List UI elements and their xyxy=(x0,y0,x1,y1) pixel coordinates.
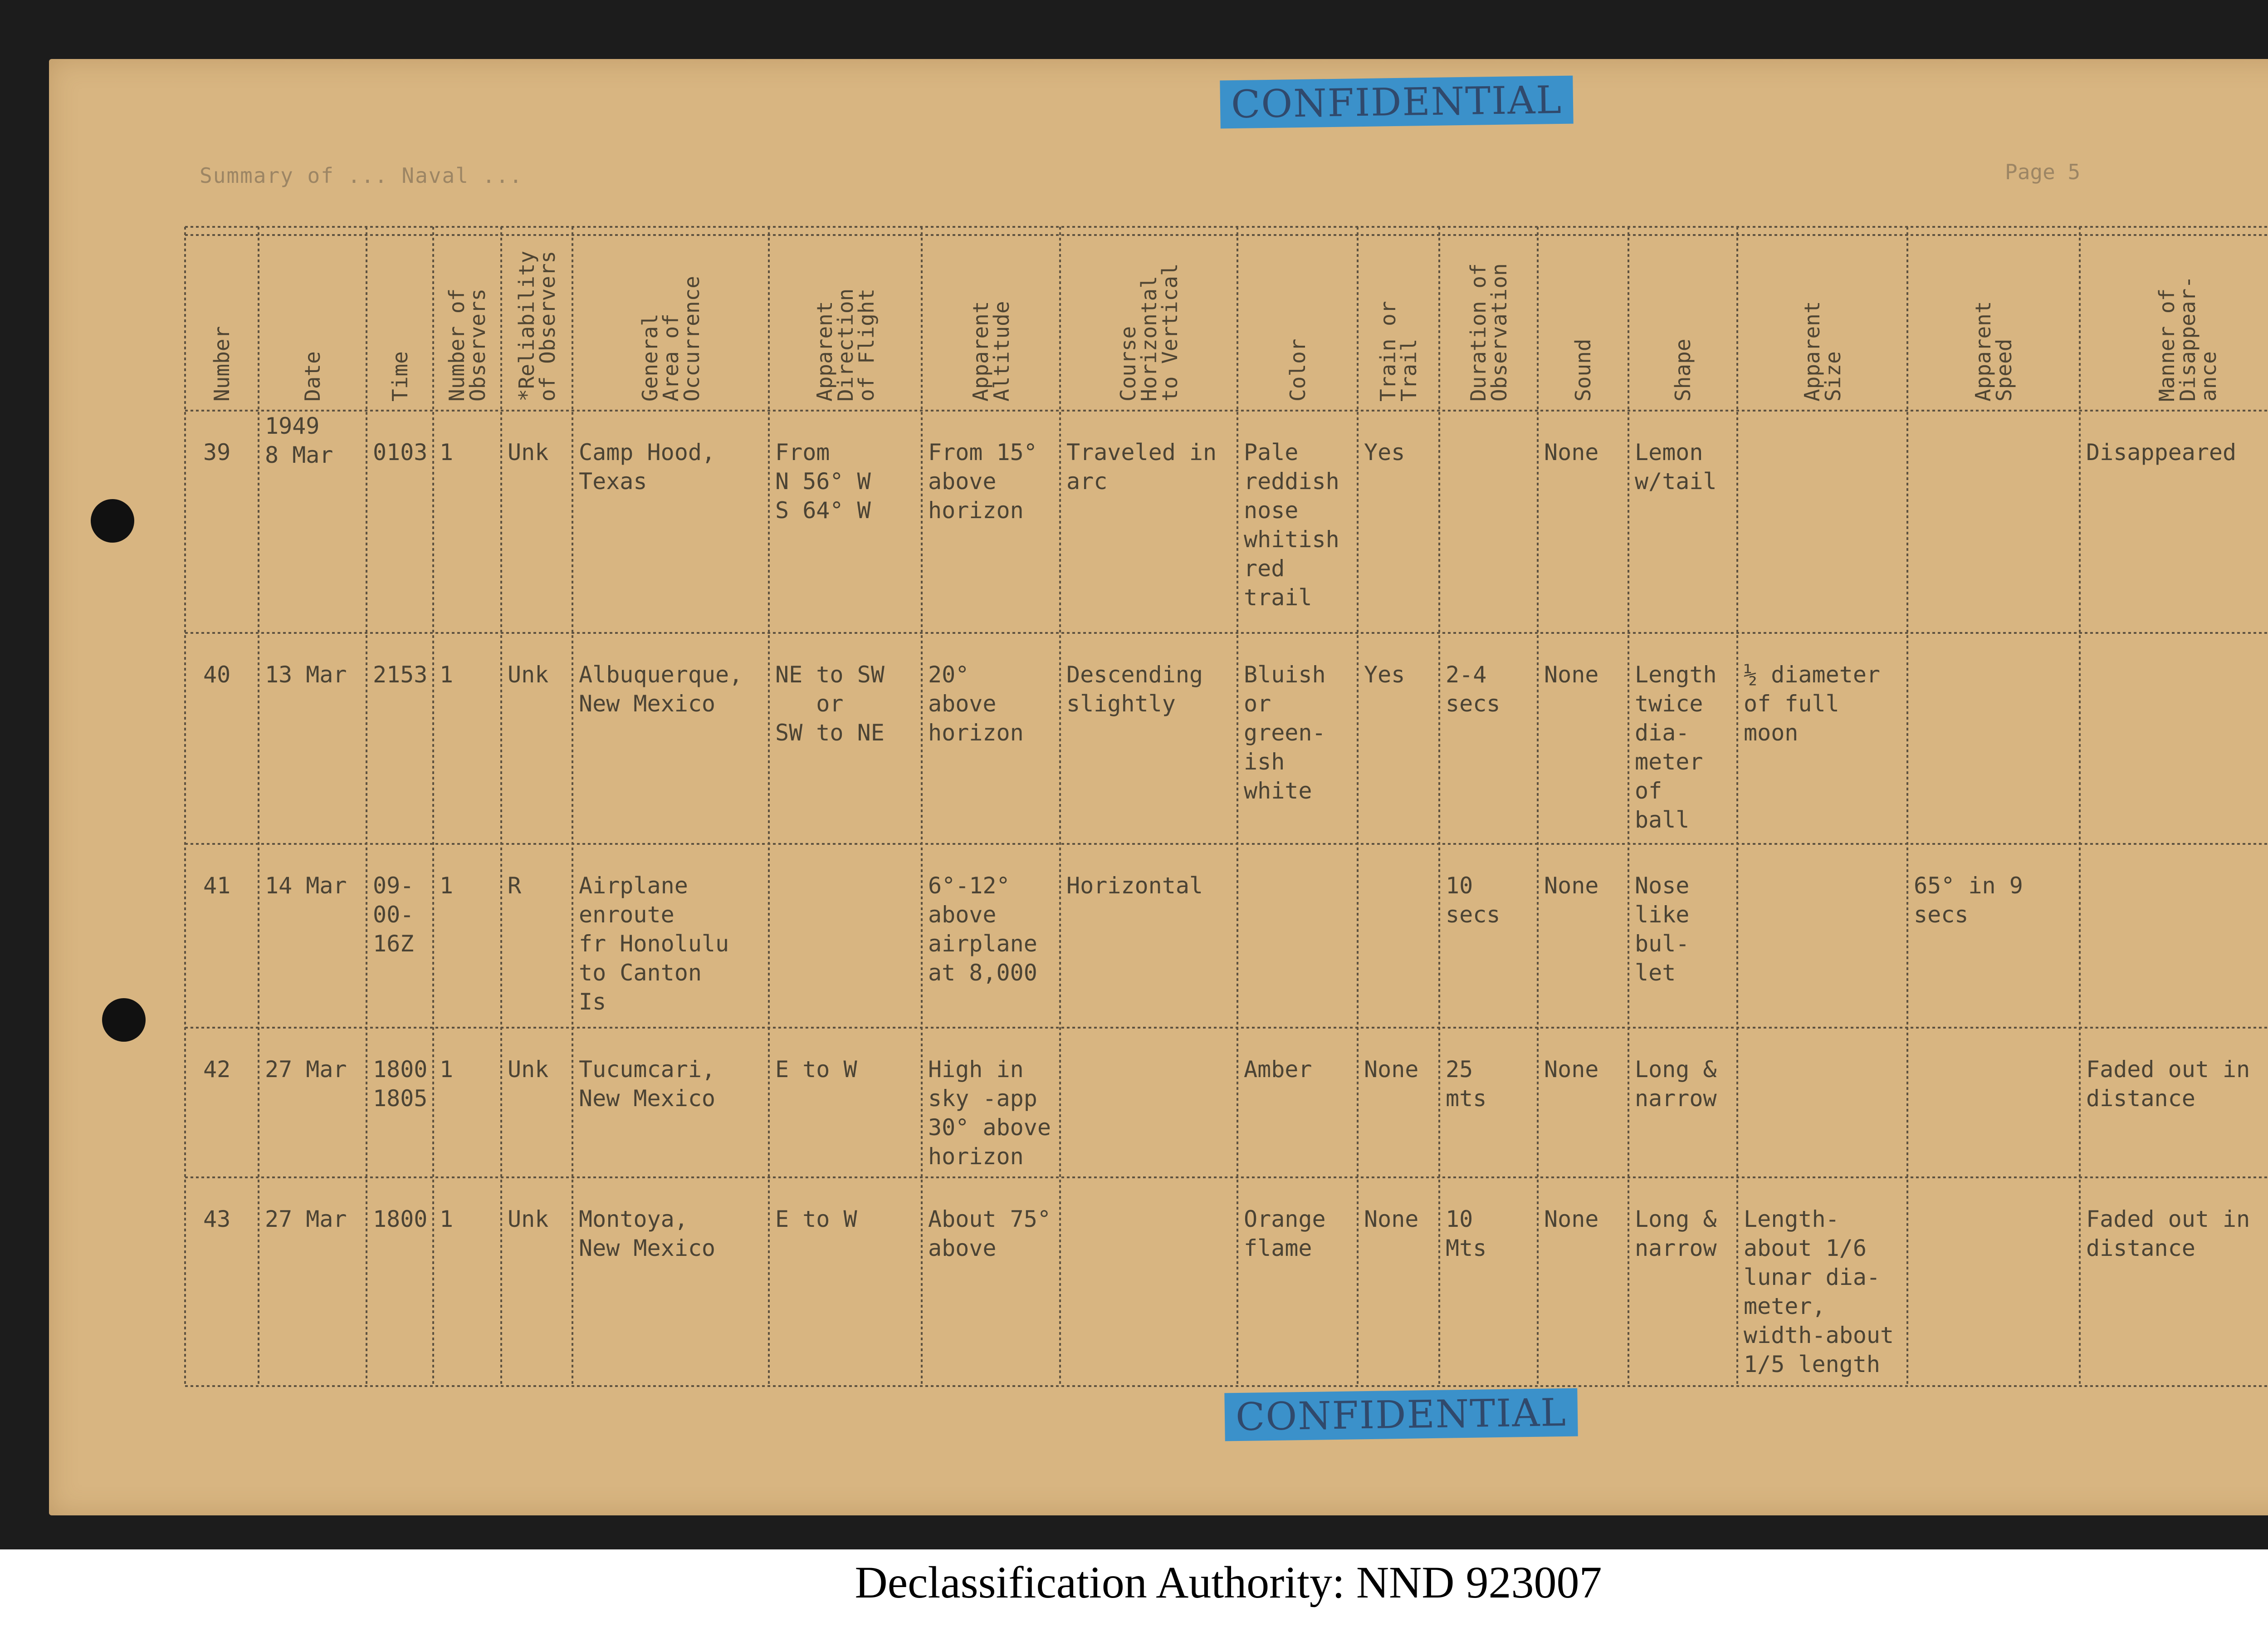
column-header: Apparent Size xyxy=(1799,301,1845,402)
column-header: Duration of Observation xyxy=(1466,263,1511,402)
table-cell: Length twice dia- meter of ball xyxy=(1635,662,1717,833)
column-header: Apparent Direction of Flight xyxy=(812,288,879,402)
table-cell: Horizontal xyxy=(1066,872,1203,899)
column-header: Number xyxy=(210,326,234,402)
table-cell: From N 56° W S 64° W xyxy=(775,439,871,524)
page-number: Page 5 xyxy=(2005,160,2081,184)
table-cell: Amber xyxy=(1244,1056,1312,1083)
column-header: Number of Observers xyxy=(445,288,490,402)
table-cell: Long & narrow xyxy=(1635,1206,1717,1261)
table-cell: 27 Mar xyxy=(265,1056,347,1083)
column-header: Color xyxy=(1285,338,1310,402)
column-header: Apparent Altitude xyxy=(968,301,1014,402)
table-cell: About 75° above xyxy=(928,1206,1051,1261)
table-cell: 20° above horizon xyxy=(928,662,1024,746)
column-header: *Reliability of Observers xyxy=(514,250,560,402)
table-cell: Montoya, New Mexico xyxy=(579,1206,716,1261)
table-cell: 42 xyxy=(203,1056,231,1083)
column-header: Course Horizontal to Vertical xyxy=(1115,263,1182,402)
table-cell: 43 xyxy=(203,1206,231,1232)
table-cell: Faded out in distance xyxy=(2086,1206,2250,1261)
table-cell: 0103 xyxy=(373,439,428,466)
table-cell: Orange flame xyxy=(1244,1206,1326,1261)
table-cell: Albuquerque, New Mexico xyxy=(579,662,743,717)
table-cell: 1 xyxy=(440,872,454,899)
table-cell: Tucumcari, New Mexico xyxy=(579,1056,716,1112)
column-header: Train or Trail xyxy=(1376,301,1421,402)
table-cell: 39 xyxy=(203,439,231,466)
table-cell: None xyxy=(1544,872,1599,899)
table-cell: 41 xyxy=(203,872,231,899)
table-cell: NE to SW or SW to NE xyxy=(775,662,885,746)
column-header: Apparent Speed xyxy=(1971,301,2016,402)
table-cell: 6°-12° above airplane at 8,000 xyxy=(928,872,1037,986)
table-cell: R xyxy=(508,872,522,899)
table-cell: 09- 00- 16Z xyxy=(373,872,414,957)
table-cell: 10 Mts xyxy=(1446,1206,1487,1261)
declassification-footer: Declassification Authority: NND 923007 xyxy=(855,1557,1602,1607)
table-cell: ½ diameter of full moon xyxy=(1744,662,1881,746)
table-cell: 1949 8 Mar xyxy=(265,413,333,468)
table-cell: 1 xyxy=(440,662,454,688)
table-cell: Unk xyxy=(508,1056,549,1083)
table-cell: 1800 xyxy=(373,1206,428,1232)
table-cell: 1 xyxy=(440,1056,454,1083)
table-cell: 10 secs xyxy=(1446,872,1501,928)
summary-header: Summary of ... Naval ... xyxy=(200,163,523,188)
table-cell: None xyxy=(1544,439,1599,466)
table-cell: E to W xyxy=(775,1056,857,1083)
table-cell: None xyxy=(1544,662,1599,688)
table-cell: Lemon w/tail xyxy=(1635,439,1717,495)
column-header: Date xyxy=(300,351,325,402)
table-cell: 1 xyxy=(440,439,454,466)
table-cell: 14 Mar xyxy=(265,872,347,899)
table-cell: None xyxy=(1364,1206,1419,1232)
confidential-stamp-top: CONFIDENTIAL xyxy=(1220,76,1573,129)
table-cell: Unk xyxy=(508,439,549,466)
table-cell: E to W xyxy=(775,1206,857,1232)
table-cell: None xyxy=(1364,1056,1419,1083)
column-header: Sound xyxy=(1571,338,1595,402)
confidential-stamp-bottom: CONFIDENTIAL xyxy=(1224,1388,1578,1441)
table-cell: 40 xyxy=(203,662,231,688)
table-cell: Pale reddish nose whitish red trail xyxy=(1244,439,1339,611)
table-cell: Long & narrow xyxy=(1635,1056,1717,1112)
table-cell: 25 mts xyxy=(1446,1056,1487,1112)
table-cell: 2-4 secs xyxy=(1446,662,1501,717)
table-cell: Faded out in distance xyxy=(2086,1056,2250,1112)
table-cell: 13 Mar xyxy=(265,662,347,688)
table-cell: Camp Hood, Texas xyxy=(579,439,716,495)
table-cell: Length- about 1/6 lunar dia- meter, width-about 1/5 length xyxy=(1744,1206,1894,1377)
table-cell: None xyxy=(1544,1056,1599,1083)
table-cell: None xyxy=(1544,1206,1599,1232)
column-header: Shape xyxy=(1671,338,1695,402)
table-cell: 2153 xyxy=(373,662,428,688)
table-cell: Unk xyxy=(508,662,549,688)
table-cell: Disappeared xyxy=(2086,439,2237,466)
table-cell: Yes xyxy=(1364,439,1405,466)
column-header: Time xyxy=(387,351,412,402)
column-header: General Area of Occurrence xyxy=(637,276,704,402)
table-cell: From 15° above horizon xyxy=(928,439,1037,524)
table-cell: 65° in 9 secs xyxy=(1914,872,2023,928)
table-cell: 1 xyxy=(440,1206,454,1232)
table-cell: 27 Mar xyxy=(265,1206,347,1232)
table-cell: Bluish or green- ish white xyxy=(1244,662,1326,804)
table-cell: Traveled in arc xyxy=(1066,439,1217,495)
column-header: Manner of Disappear- ance xyxy=(2154,276,2221,402)
table-cell: High in sky -app 30° above horizon xyxy=(928,1056,1051,1170)
table-cell: Descending slightly xyxy=(1066,662,1203,717)
table-cell: Airplane enroute fr Honolulu to Canton Is xyxy=(579,872,729,1015)
table-cell: Yes xyxy=(1364,662,1405,688)
table-cell: Nose like bul- let xyxy=(1635,872,1690,986)
table-cell: Unk xyxy=(508,1206,549,1232)
table-cell: 1800 1805 xyxy=(373,1056,428,1112)
